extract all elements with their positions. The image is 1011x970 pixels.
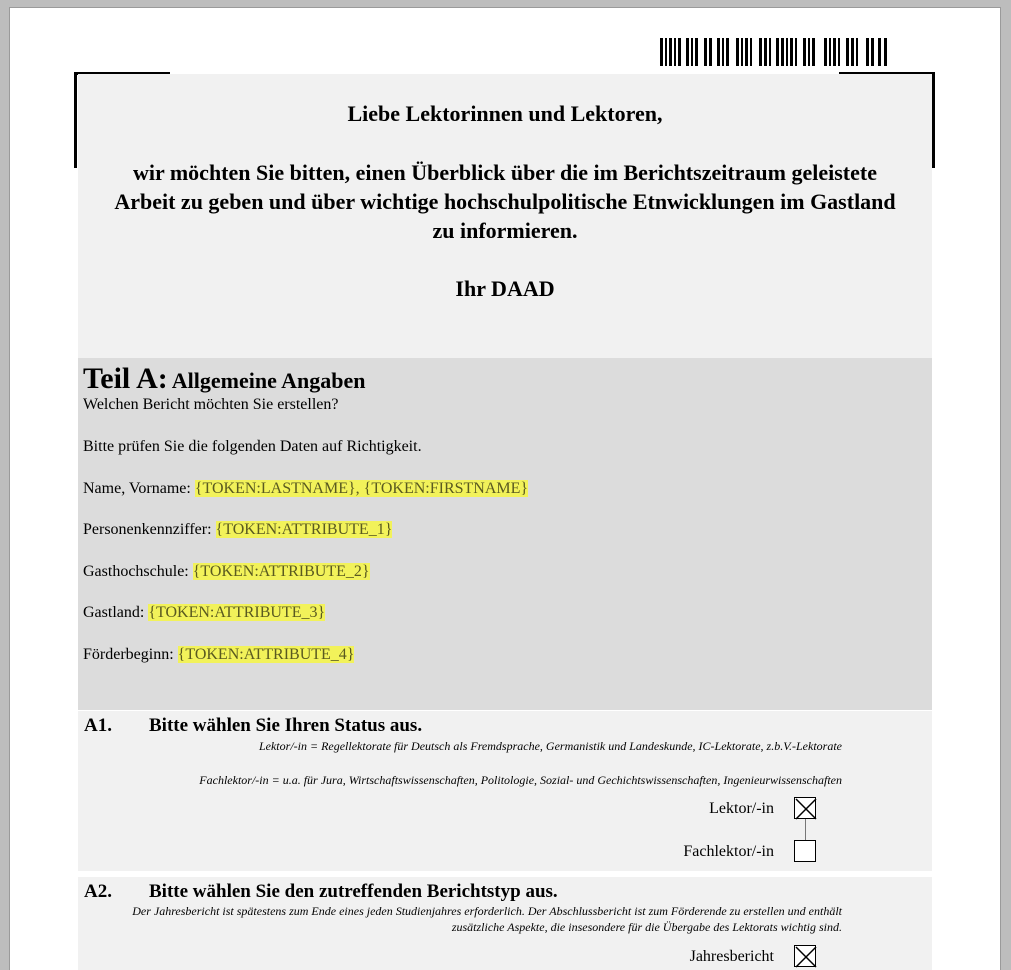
intro-text-line-1: wir möchten Sie bitten, einen Überblick über die im Berichtszeitraum geleistete (132, 160, 877, 185)
corner-mark-left (74, 72, 77, 168)
field-label: Personenkennziffer: (83, 521, 212, 538)
teil-a-title: Allgemeine Angaben (171, 368, 366, 393)
field-value[interactable]: {TOKEN:ATTRIBUTE_2} (192, 563, 370, 580)
section-a2-note-2: zusätzliche Aspekte, die insesondere für die Übergabe des Lektorats wichtig sind. (451, 920, 842, 934)
intro-text-line-2: Arbeit zu geben und über wichtige hochschulpolitische Etnwicklungen im Gastland (114, 189, 896, 214)
teil-a-check-text: Bitte prüfen Sie die folgenden Daten auf Richtigkeit. (83, 438, 422, 455)
option-jahresbericht-label: Jahresbericht (689, 948, 774, 965)
intro-greeting: Liebe Lektorinnen und Lektoren, (347, 101, 663, 126)
document-page (10, 8, 1000, 970)
field-gastland (83, 604, 325, 622)
section-a2-note-1: Der Jahresbericht ist spätestens zum Ende eines jeden Studienjahres erforderlich. Der Abschlussbericht ist zum Förderende zu erstellen und enthält (132, 904, 842, 918)
option-lektor-checkbox[interactable] (794, 797, 816, 819)
section-a1-note-2: Fachlektor/-in = u.a. für Jura, Wirtschaftswissenschaften, Politologie, Sozial- und Gechichtswissenschaften, Ingenieurwissenschaften (199, 773, 842, 787)
teil-a-heading (83, 362, 365, 396)
field-label: Gasthochschule: (83, 563, 189, 580)
section-a1-number: A1. (84, 715, 112, 736)
field-value[interactable]: {TOKEN:ATTRIBUTE_4} (177, 646, 355, 663)
corner-mark-right (932, 72, 935, 168)
intro-box (78, 74, 932, 358)
section-a1-note-1: Lektor/-in = Regellektorate für Deutsch als Fremdsprache, Germanistik und Landeskunde, IC-Lektorate, z.b.V.-Lektorate (258, 739, 842, 753)
option-fachlektor-label: Fachlektor/-in (683, 843, 774, 860)
field-foerderbeginn (83, 646, 354, 664)
intro-signature: Ihr DAAD (455, 276, 555, 301)
field-value[interactable]: {TOKEN:ATTRIBUTE_3} (148, 604, 326, 621)
option-fachlektor-checkbox[interactable] (794, 840, 816, 862)
checkbox-connector (805, 819, 806, 841)
barcode (660, 38, 890, 66)
section-a2 (78, 877, 932, 970)
checked-x-icon (795, 946, 817, 968)
section-a2-question: Bitte wählen Sie den zutreffenden Berichtstyp aus. (149, 881, 558, 902)
field-name (83, 480, 528, 498)
section-a2-number: A2. (84, 881, 112, 902)
field-label: Gastland: (83, 604, 145, 621)
section-a1 (78, 711, 932, 871)
field-personenkennziffer (83, 521, 392, 539)
field-value[interactable]: {TOKEN:ATTRIBUTE_1} (215, 521, 393, 538)
section-a1-question: Bitte wählen Sie Ihren Status aus. (149, 715, 423, 736)
field-label: Name, Vorname: (83, 480, 191, 497)
teil-a-prefix: Teil A: (83, 362, 168, 395)
field-value[interactable]: {TOKEN:LASTNAME}, {TOKEN:FIRSTNAME} (194, 480, 529, 497)
intro-text-line-3: zu informieren. (432, 218, 578, 243)
teil-a-question: Welchen Bericht möchten Sie erstellen? (83, 396, 339, 413)
field-label: Förderbeginn: (83, 646, 174, 663)
option-jahresbericht-checkbox[interactable] (794, 945, 816, 967)
field-gasthochschule (83, 563, 370, 581)
checked-x-icon (795, 798, 817, 820)
teil-a-section (78, 358, 932, 710)
option-lektor-label: Lektor/-in (709, 800, 774, 817)
